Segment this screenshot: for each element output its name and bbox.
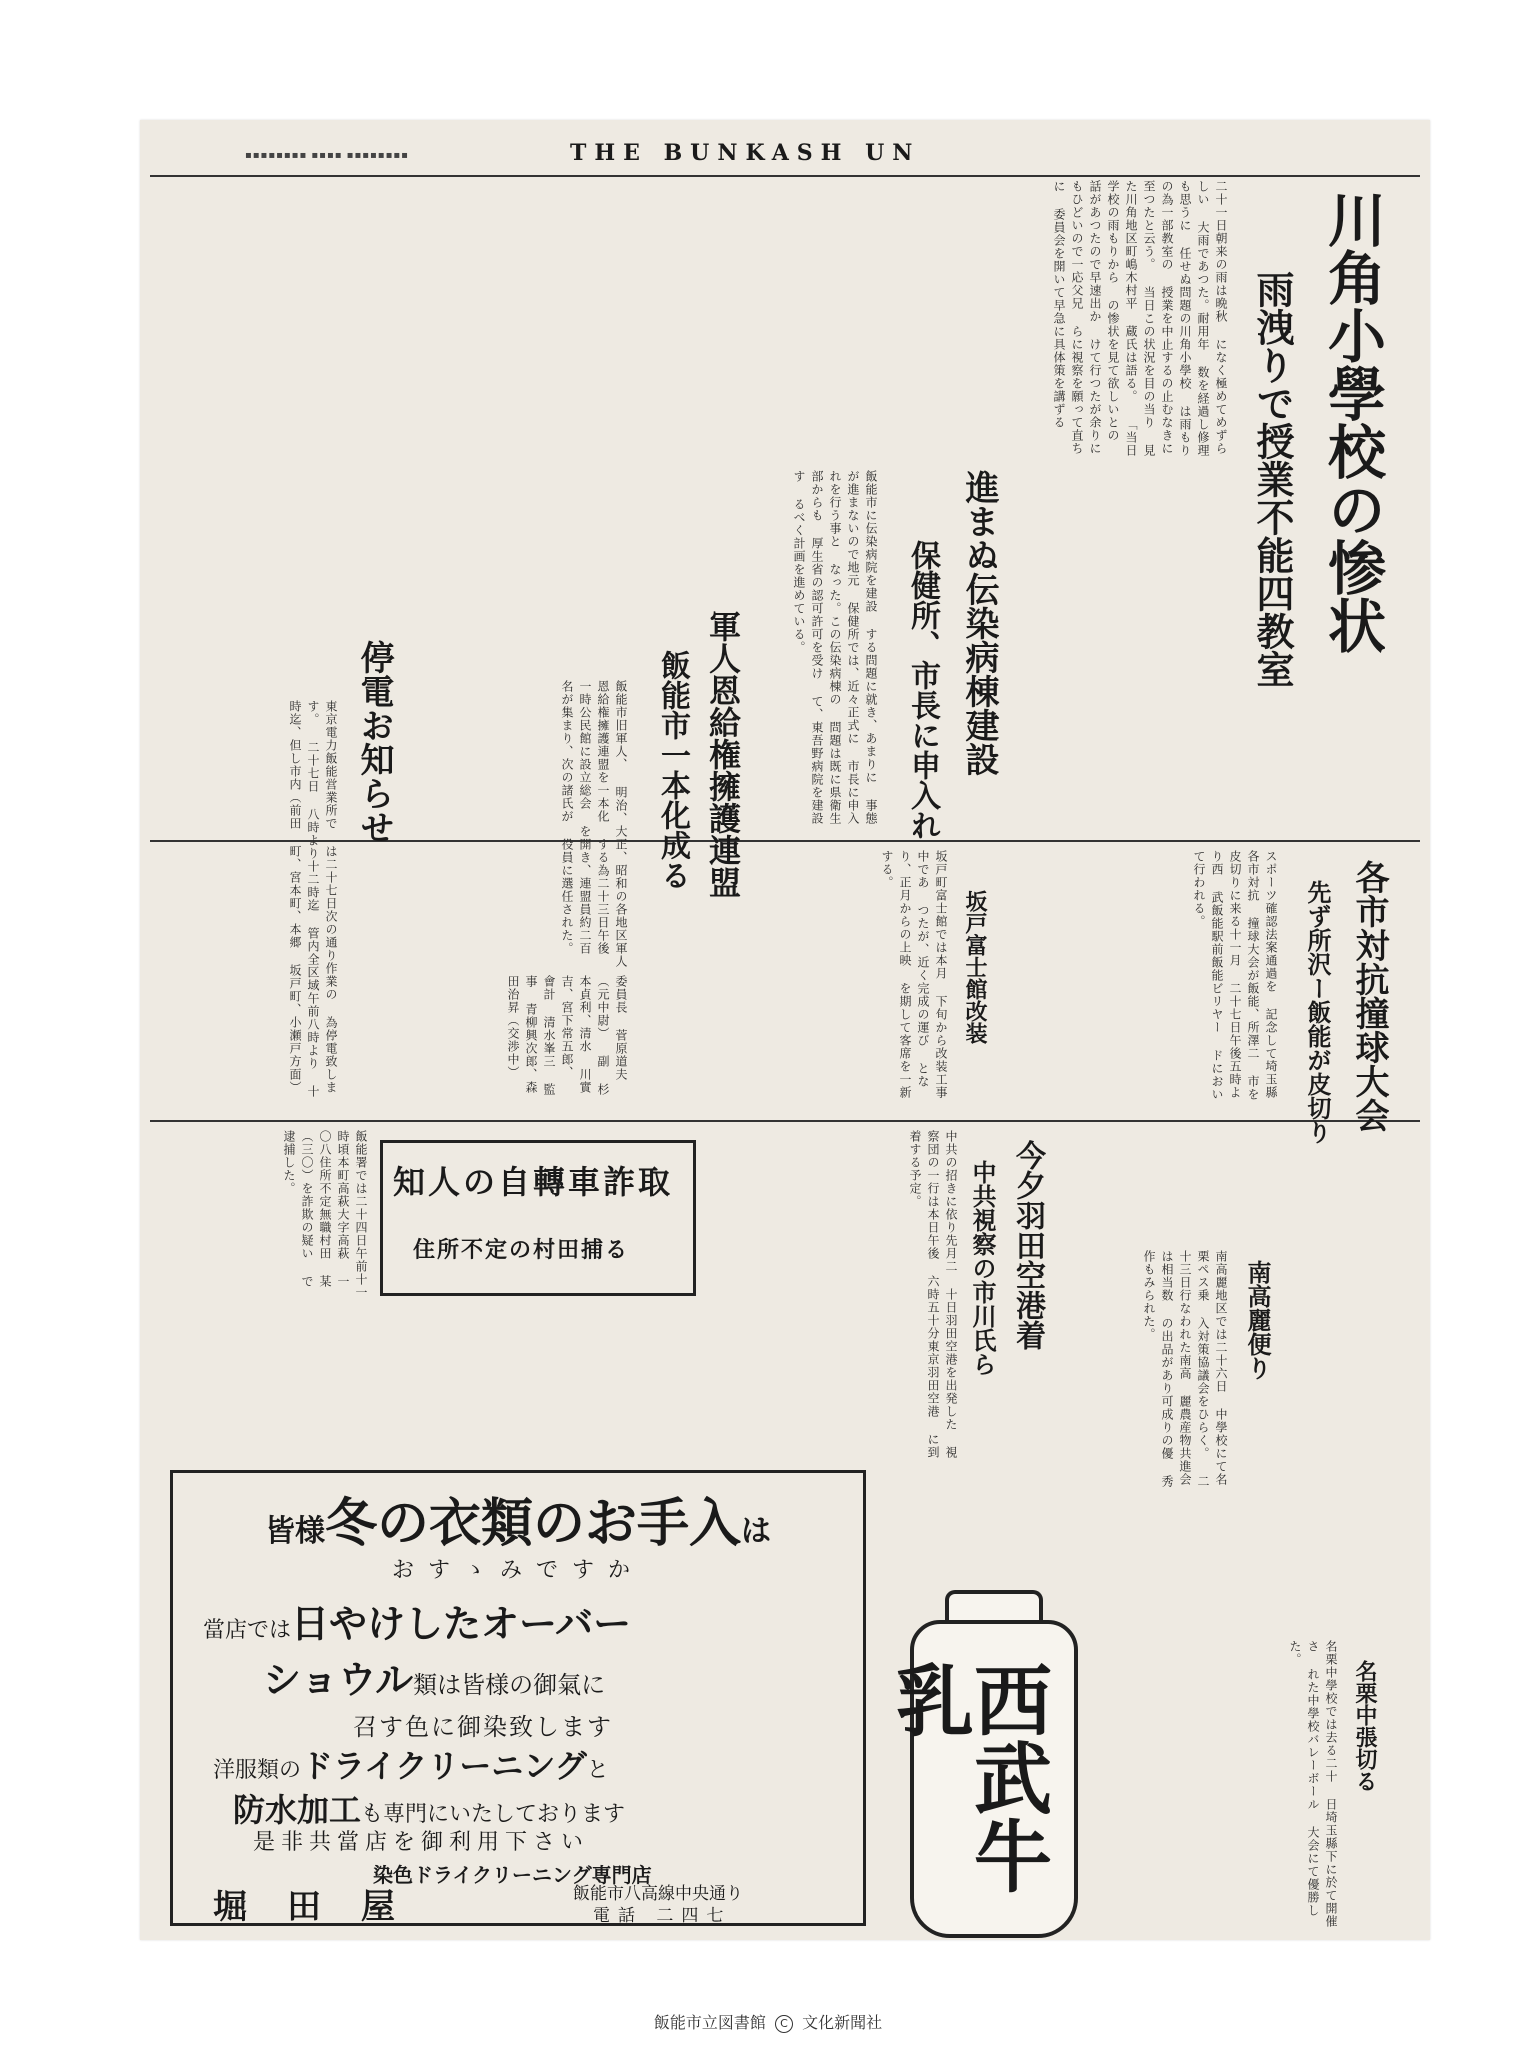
article-naguri-body: 名栗中學校では去る二十 日埼玉縣下に於て開催さ れた中學校バレーボール 大会にて優勝した。: [1288, 1640, 1338, 1928]
fraud-headline-box: [380, 1140, 696, 1296]
headline-kawakado: 川角小學校の惨状: [1318, 190, 1386, 654]
subhead-kawakado: 雨洩りで授業不能四教室: [1250, 270, 1295, 688]
ad-horita-address: 飯能市八高線中央通り: [573, 1884, 743, 1904]
headline-naguri: 名栗中張切る: [1352, 1660, 1378, 1792]
ad-horita-tagline: おすゝみですか: [391, 1558, 644, 1583]
ad-horita-line3: 召す色に御染致します: [353, 1713, 613, 1741]
article-billiards-body: スポーツ確認法案通過を 記念して埼玉縣各市対抗 撞球大会が飯能、所澤二 市を皮切りに来る十一月 二十七日午後五時より西 武飯能駅前飯能ビリヤー ドにおいて行われる。: [1192, 850, 1278, 1101]
headline-nankoryo: 南高麗便り: [1243, 1260, 1272, 1380]
headline-fraud: 知人の自轉車詐取: [393, 1163, 674, 1201]
headline-teiden: 停電お知らせ: [354, 640, 394, 844]
headline-hokenjo: 進まぬ伝染病棟建設: [959, 470, 999, 776]
footer-library: 飯能市立図書館: [653, 2013, 766, 2032]
article-kawakado-body: 二十一日朝来の雨は晩秋 になく極めてめずらしい 大雨であつた。耐用年 数を経過し修理も思うに 任せぬ問題の川角小學校 は雨もりの為一部教室の 授業を中止するの止むなきに至つたと云う。 当日この状況を目の当り 見た川角地区町嶋木村平 蔵氏は語る。 「当日学校の雨もりから の惨状を見て欲しいとの 話があつたので早速出か けて行つたが余りにもひどいので一応父兄 らに視察を願って直ちに 委員会を開いて早急に具体策を講ずる: [1052, 180, 1228, 457]
article-teiden-body: 東京電力飯能営業所で は二十七日次の通り作業の 為停電致します。 二十七日 八時より十二時迄 管内全区域午前八時より 十時迄、但し市内（前田 町、宮本町、本郷 坂戸町、小瀬戸方面）: [288, 700, 338, 1098]
article-hokenjo-body: 飯能市に伝染病院を建設 する問題に就き、あまりに 事態が進まないので地元 保健所では、近々正式に 市長に申入れを行う事と なった。この伝染病棟の 問題は既に県衛生部からも 厚生省の認可許可を受け て、東吾野病院を建設す るべく計画を進めている。: [792, 470, 878, 825]
subhead-haneda: 中共視察の市川氏ら: [968, 1160, 997, 1376]
ad-horita-line5: 防水加工も専門にいたしております: [233, 1791, 626, 1829]
subhead-onkyu: 飯能市一本化成る: [655, 650, 690, 890]
ad-horita-shop-name: 堀田屋: [213, 1887, 435, 1927]
headline-billiards: 各市対抗撞球大会: [1349, 860, 1389, 1132]
ad-milk-brand: 西武牛乳: [883, 1660, 1052, 1894]
ad-horita-headline: 皆様冬の衣類のお手入は: [264, 1493, 771, 1554]
subhead-billiards: 先ず所沢ー飯能が皮切り: [1303, 880, 1332, 1144]
divider: [150, 175, 1420, 177]
divider: [150, 840, 1420, 842]
headline-sakato: 坂戸富士館改装: [962, 890, 988, 1044]
ad-horita-line2: ショウル類は皆様の御氣に: [263, 1657, 606, 1702]
article-onkyu-body: 飯能市旧軍人、 明治、大正、昭和の各地区軍人 恩給権擁護連盟を一本化 する為二十三日午後 一時公民館に設立総会 を開き、連盟員約二百 名が集まり、次の諸氏が 役員に選任された。: [560, 680, 628, 968]
ad-horita-line4: 洋服類のドライクリーニングと: [213, 1747, 609, 1785]
footer-publisher: 文化新聞社: [802, 2013, 883, 2032]
ad-horita: [170, 1470, 866, 1926]
masthead-title: THE BUNKASH UN: [570, 140, 921, 166]
ad-horita-line1: 當店では日やけしたオーバー: [203, 1601, 632, 1646]
headline-haneda: 今夕羽田空港着: [1010, 1140, 1045, 1350]
article-sakato-body: 坂戸町富士館では本月 下旬から改装工事中であ つたが、近く完成の運び となり、正月からの上映 を期して客席を一新する。: [880, 850, 948, 1099]
article-nankoryo-body: 南高麗地区では二十六日 中學校にて名栗ペス乗 入対策協議会をひらく。 二十三日行なわれた南高 麗農産物共進会は相当数 の出品があり可成りの優 秀作もみられた。: [1142, 1250, 1228, 1488]
subhead-hokenjo: 保健所、市長に申入れ: [905, 540, 940, 840]
headline-onkyu: 軍人恩給権擁護連盟: [704, 610, 742, 898]
divider: [150, 1120, 1420, 1122]
masthead-date-line: ▪▪▪▪▪▪▪▪ ▪▪▪▪ ▪▪▪▪▪▪▪▪: [245, 150, 409, 161]
article-onkyu-officers: 委員長 菅原道夫（元中尉） 副 杉本貞利、清水 川實吉、宮下常五郎、 會計 清水峯三 監事 青柳興次郎、森田治昇（交渉中）: [506, 975, 628, 1096]
ad-horita-shop-type: 染色ドライクリーニング専門店: [373, 1863, 652, 1887]
article-fraud-body: 飯能署では二十四日午前十一 時頃本町高萩大字高萩 一〇八住所不定無職村田 某（三〇）を詐欺の疑い で逮捕した。: [282, 1130, 368, 1299]
footer: [0, 2010, 1536, 2033]
article-haneda-body: 中共の招きに依り先月二 十日羽田空港を出発した 視察団の一行は本日午後 六時五十分東京羽田空港 に到着する予定。: [908, 1130, 958, 1459]
copyright-icon: C: [775, 2015, 793, 2033]
subhead-fraud: 住所不定の村田捕る: [413, 1237, 630, 1263]
ad-horita-phone: 電話 二四七: [593, 1906, 732, 1926]
ad-horita-line6: 是非共當店を御利用下さい: [253, 1830, 590, 1855]
